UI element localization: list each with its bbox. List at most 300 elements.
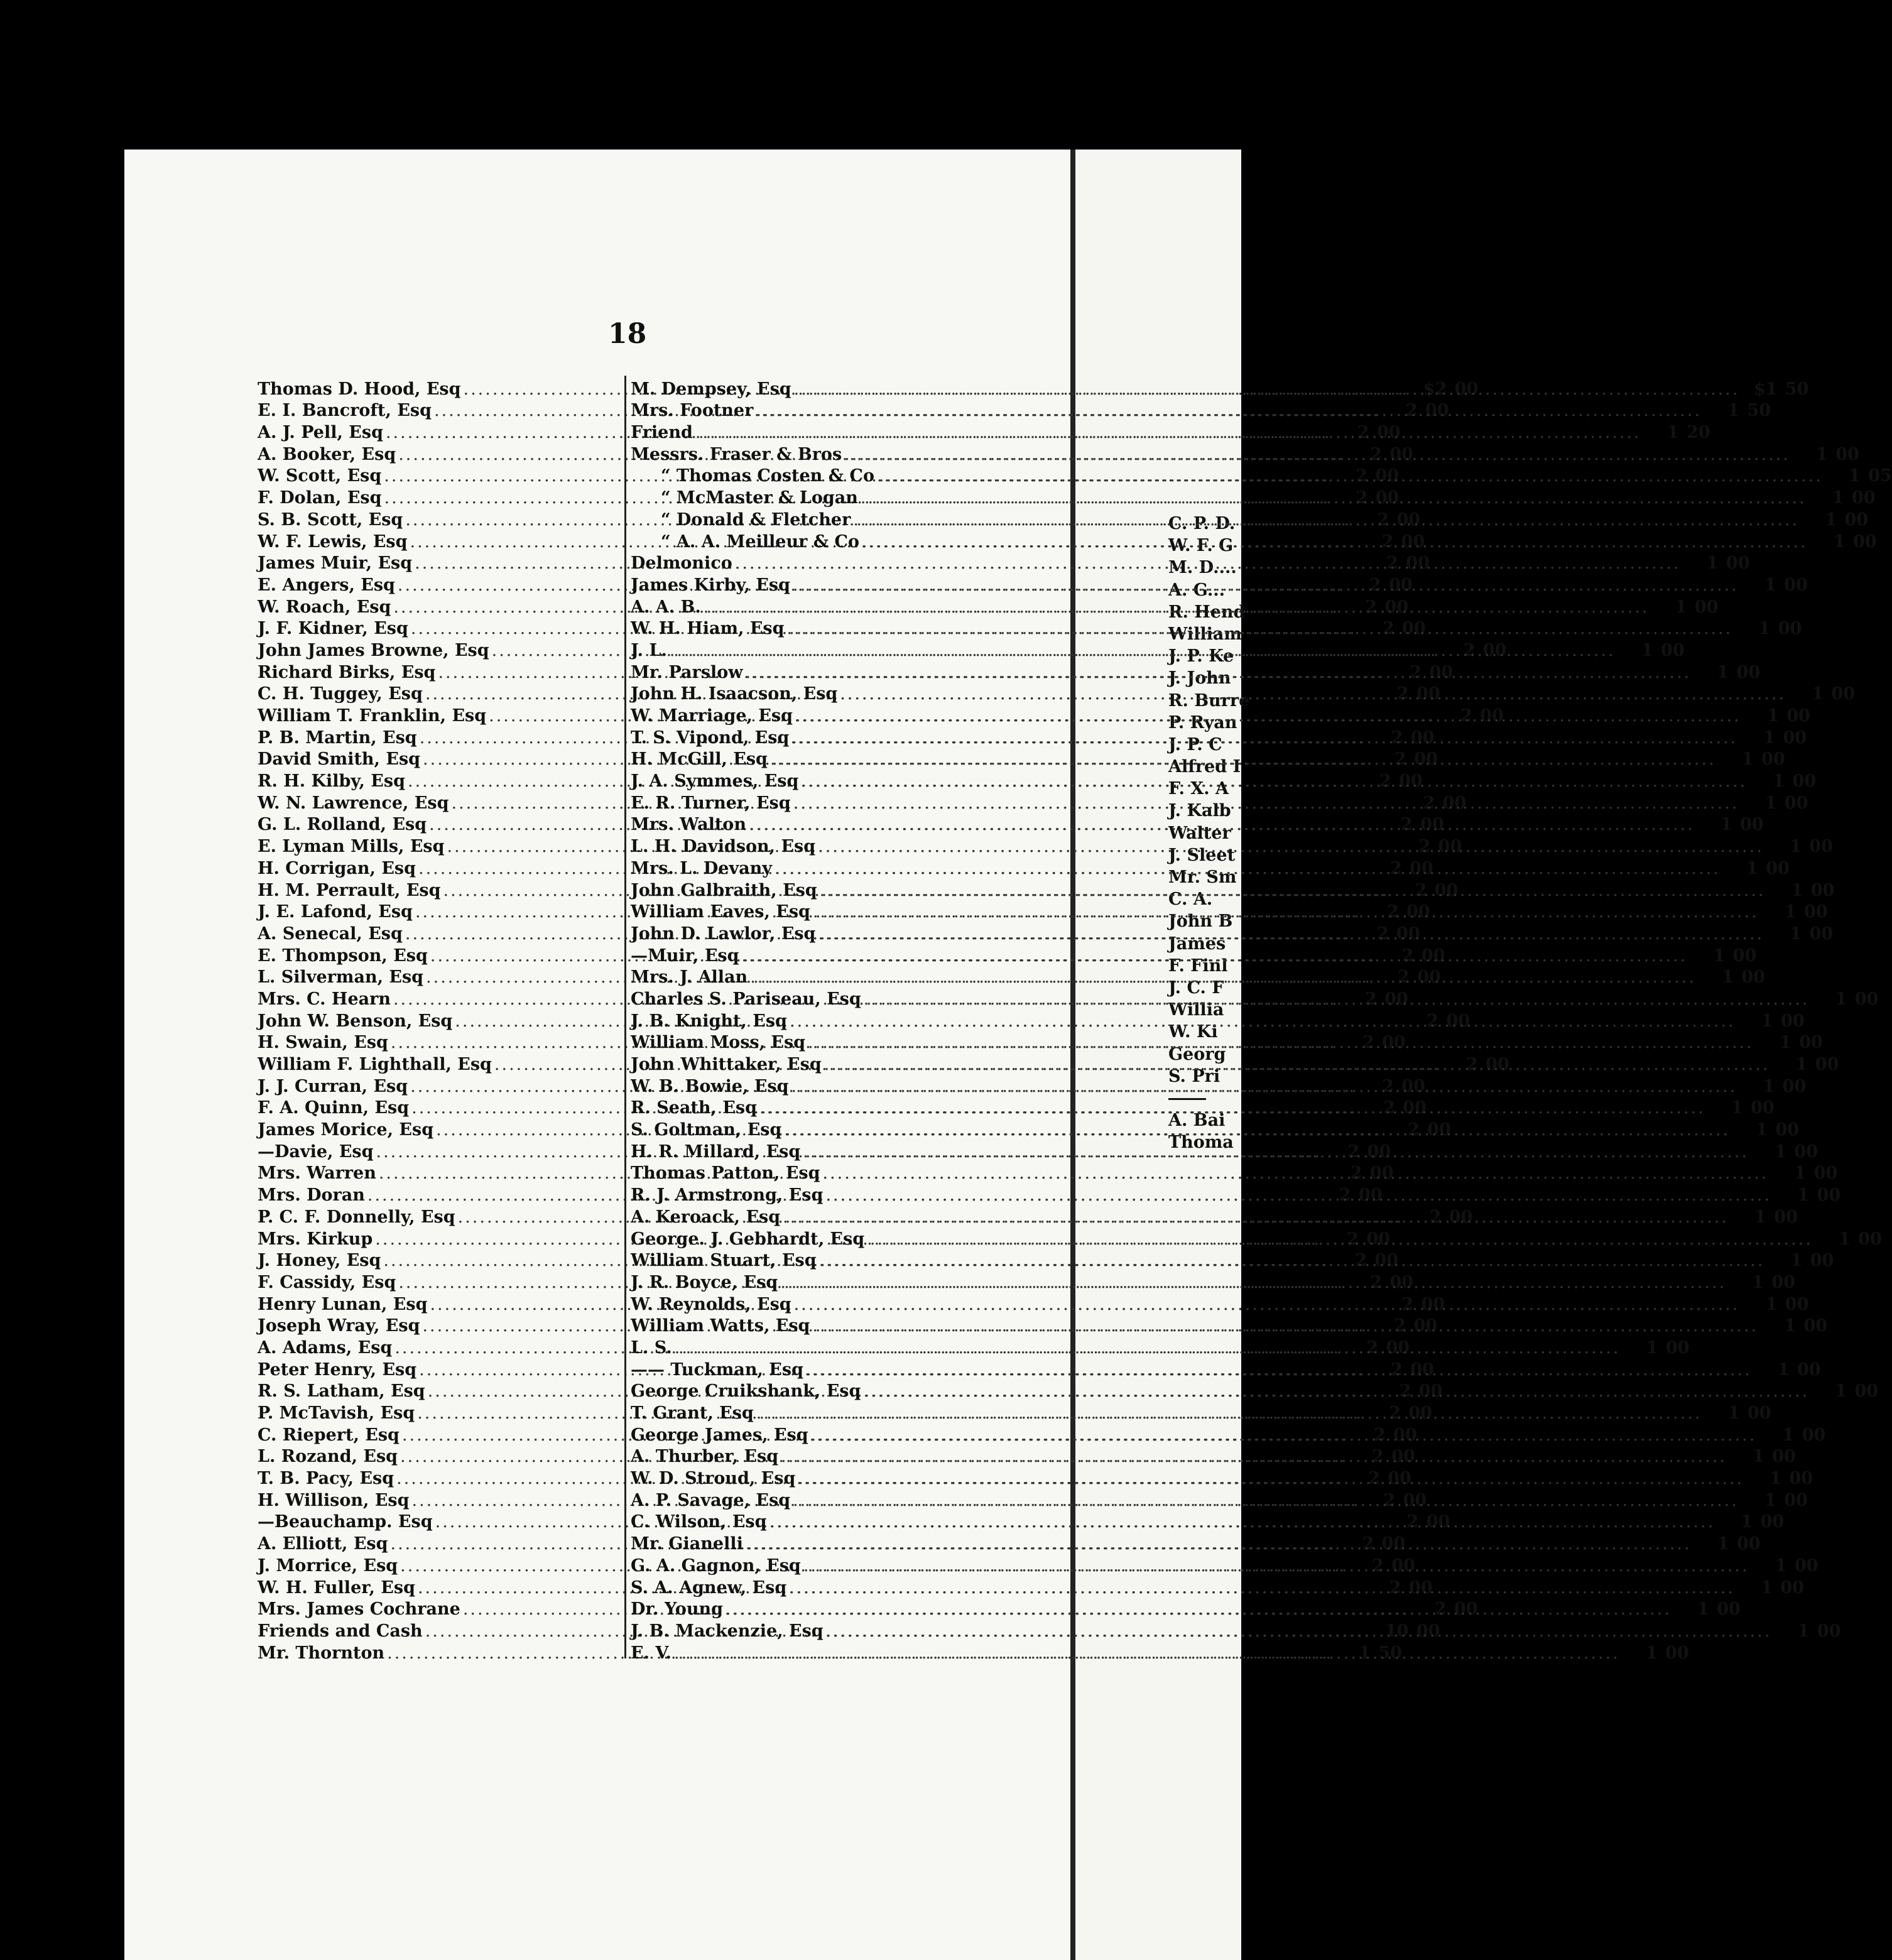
amount-dollars: 2 xyxy=(1357,423,1369,443)
amount-dollars: 1 xyxy=(1727,401,1740,421)
next-page-fragment: John B xyxy=(1168,912,1233,932)
leader-dots xyxy=(780,1273,1726,1292)
amount-cents: 00 xyxy=(1410,858,1433,878)
amount-cents: 00 xyxy=(1782,1076,1807,1096)
leader-dots xyxy=(794,1295,1740,1314)
amount-dollars: 1 xyxy=(1756,1120,1768,1140)
amount-cents: 00 xyxy=(1810,880,1835,900)
amount-cents: 00 xyxy=(1747,1403,1771,1423)
amount-dollars: 2 xyxy=(1401,1294,1414,1314)
amount-dollars: 1 xyxy=(1697,1599,1709,1620)
subscriber-row xyxy=(631,1270,1796,1292)
amount-dollars: 2 xyxy=(1376,923,1389,944)
amount-dollars: 1 xyxy=(1766,706,1779,726)
amount-cents: 00 xyxy=(1421,1294,1445,1314)
amount-dollars: 2 xyxy=(1371,1447,1384,1467)
next-page-fragment: R. Burre xyxy=(1168,690,1250,710)
subscriber-row xyxy=(631,1488,1808,1510)
subscriber-name: Mr. Thornton xyxy=(258,1643,385,1663)
amount-dollars: 2 xyxy=(1356,488,1368,508)
amount-cents: 00 xyxy=(1760,1512,1785,1532)
amount-cents: 00 xyxy=(1802,1425,1826,1445)
amount-cents: 00 xyxy=(1751,1098,1775,1118)
amount-dollars: 1 xyxy=(1675,597,1687,617)
amount-dollars: 1 xyxy=(1833,531,1846,552)
leader-dots xyxy=(791,1077,1737,1096)
subscriber-name: —Davie, Esq xyxy=(258,1141,374,1162)
subscriber-name: Mrs. Walton xyxy=(631,815,746,835)
leader-dots xyxy=(735,553,1681,573)
amount-cents: 00 xyxy=(1854,989,1879,1009)
amount-dollars: 2 xyxy=(1347,1141,1360,1162)
amount-cents: 00 xyxy=(1446,1011,1471,1031)
leader-dots xyxy=(863,1381,1809,1401)
leader-dots xyxy=(798,1469,1744,1488)
subscriber-name: William Stuart, Esq xyxy=(631,1251,817,1271)
amount-dollars: 2 xyxy=(1370,444,1382,464)
subscriber-name: George. J. Gebhardt, Esq xyxy=(631,1229,865,1249)
amount-dollars: 1 xyxy=(1359,1643,1371,1663)
subscriber-name: E. R. Turner, Esq xyxy=(631,793,791,813)
amount-dollars: 1 xyxy=(1812,684,1824,704)
next-page-fragment: J. John xyxy=(1168,668,1231,689)
subscriber-row xyxy=(631,442,1859,464)
leader-dots xyxy=(793,1491,1739,1510)
leader-dots xyxy=(756,401,1702,420)
amount-dollars: 2 xyxy=(1339,1185,1351,1206)
amount-cents: 00 xyxy=(1406,902,1430,922)
subscriber-row xyxy=(631,1619,1841,1641)
subscriber-name: T. S. Vipond, Esq xyxy=(631,727,790,748)
amount-dollars: 2 xyxy=(1373,1425,1386,1445)
subscriber-name: —Muir, Esq xyxy=(631,945,739,966)
amount-dollars: 2 xyxy=(1434,1599,1447,1620)
subscriber-name: Friend xyxy=(631,423,693,443)
subscriber-name: A. Elliott, Esq xyxy=(258,1534,388,1554)
subscriber-name: H. R. Millard, Esq xyxy=(631,1141,801,1162)
amount-dollars: 2 xyxy=(1418,837,1431,857)
leader-dots xyxy=(853,510,1799,530)
amount-cents: 00 xyxy=(1399,771,1423,792)
amount-cents: 00 xyxy=(1661,640,1685,660)
amount-dollars: 2 xyxy=(1401,945,1414,966)
amount-dollars: 2 xyxy=(1415,880,1427,900)
amount-cents: 00 xyxy=(1386,1337,1410,1358)
amount-cents: 00 xyxy=(1771,1272,1796,1292)
amount-dollars: 2 xyxy=(1423,793,1435,813)
leader-dots xyxy=(826,1621,1772,1641)
subscriber-name: H. Swain, Esq xyxy=(258,1033,388,1053)
subscriber-name: W. Scott, Esq xyxy=(258,466,382,486)
subscriber-name: J. Morrice, Esq xyxy=(258,1555,398,1576)
amount-dollars: 2 xyxy=(1366,1337,1379,1358)
amount-dollars: 1 xyxy=(1835,1381,1847,1402)
amount-dollars: 2 xyxy=(1381,531,1394,552)
amount-dollars: 1 xyxy=(1832,488,1844,508)
amount-cents: 50 xyxy=(1747,401,1771,421)
amount-dollars: 1 xyxy=(1784,1316,1797,1336)
subscriber-name: R. J. Armstrong, Esq xyxy=(631,1185,824,1206)
amount-dollars: 1 xyxy=(1782,1425,1795,1445)
amount-cents: 00 xyxy=(1391,1555,1415,1576)
amount-cents: 00 xyxy=(1784,1490,1808,1510)
subscriber-row xyxy=(631,1336,1690,1358)
leader-dots xyxy=(756,1403,1702,1423)
subscriber-name: —Beauchamp. Esq xyxy=(258,1512,433,1532)
amount-dollars: 2 xyxy=(1370,1272,1383,1292)
amount-cents: 00 xyxy=(1817,1621,1841,1641)
amount-dollars: 2 xyxy=(1389,1403,1401,1423)
amount-cents: 00 xyxy=(1389,1272,1414,1292)
subscriber-name: W. N. Lawrence, Esq xyxy=(258,793,449,813)
subscriber-name: H. Willison, Esq xyxy=(258,1490,410,1510)
amount-cents: 50 xyxy=(1378,1643,1402,1663)
amount-cents: 00 xyxy=(1817,1185,1841,1206)
amount-cents: 00 xyxy=(1717,1599,1741,1620)
subscriber-row xyxy=(631,1380,1879,1402)
amount-dollars: 2 xyxy=(1394,1316,1406,1336)
subscriber-name: J. J. Curran, Esq xyxy=(258,1076,408,1096)
amount-dollars: 1 xyxy=(1761,1011,1773,1031)
amount-dollars: 1 xyxy=(1839,1229,1851,1249)
subscriber-name: A. Booker, Esq xyxy=(258,444,396,464)
subscriber-name: George Cruikshank, Esq xyxy=(631,1381,861,1402)
subscriber-name: Mrs. Footner xyxy=(631,401,754,421)
amount-cents: 00 xyxy=(1785,1294,1809,1314)
leader-dots xyxy=(789,1578,1735,1598)
amount-dollars: 2 xyxy=(1399,1381,1411,1402)
subscriber-name: S. B. Scott, Esq xyxy=(258,509,403,530)
leader-dots xyxy=(801,771,1747,791)
amount-dollars: 2 xyxy=(1355,1251,1367,1271)
next-page-fragment: J. P. Ke xyxy=(1168,646,1234,667)
leader-dots xyxy=(820,881,1766,900)
next-page-fragment: A. Bai xyxy=(1168,1111,1226,1131)
amount-dollars: 2 xyxy=(1383,1490,1396,1510)
leader-dots xyxy=(793,793,1739,813)
subscriber-name: E. V. xyxy=(631,1643,672,1663)
amount-dollars: 2 xyxy=(1377,509,1389,530)
subscriber-name: A. Senecal, Esq xyxy=(258,923,403,944)
amount-dollars: 1 xyxy=(1790,923,1802,944)
subscriber-name: J. E. Lafond, Esq xyxy=(258,902,413,922)
amount-cents: 00 xyxy=(1406,553,1430,574)
subscriber-name: Mrs. J. Allan xyxy=(631,967,748,988)
amount-dollars: 1 xyxy=(1713,945,1726,966)
subscriber-name: “ Donald & Fletcher xyxy=(661,509,851,530)
next-page-fragment: Walter xyxy=(1168,823,1231,843)
next-page-fragment: C. P. D. xyxy=(1168,514,1236,533)
amount-cents: 00 xyxy=(1726,553,1750,574)
amount-cents: 00 xyxy=(1396,923,1420,944)
subscriber-row xyxy=(631,1576,1804,1598)
amount-dollars: 1 xyxy=(1825,509,1837,530)
subscriber-row xyxy=(631,1554,1819,1576)
leader-dots xyxy=(759,1098,1705,1118)
subscriber-name: W. Marriage, Esq xyxy=(631,706,793,726)
amount-dollars: 2 xyxy=(1463,640,1476,660)
subscriber-row xyxy=(631,1162,1838,1184)
amount-dollars: 1 xyxy=(1794,1163,1807,1184)
amount-dollars: 1 xyxy=(1764,1490,1776,1510)
amount-dollars: 1 xyxy=(1722,967,1734,988)
amount-cents: 00 xyxy=(1401,531,1425,552)
subscriber-name: James Kirby, Esq xyxy=(631,575,791,595)
leader-dots xyxy=(840,684,1786,704)
subscriber-name: J. F. Kidner, Esq xyxy=(258,619,408,639)
amount-dollars: 1 xyxy=(1720,815,1732,835)
amount-cents: 00 xyxy=(1799,1033,1823,1053)
subscriber-name: E. Thompson, Esq xyxy=(258,945,428,966)
subscriber-name: W. D. Stroud, Esq xyxy=(631,1469,796,1489)
amount-cents: 00 xyxy=(1831,684,1856,704)
amount-dollars: $2 xyxy=(1423,379,1447,399)
subscriber-name: Mr. Gianelli xyxy=(631,1534,743,1554)
subscriber-name: George James, Esq xyxy=(631,1425,808,1445)
subscriber-name: Mrs. Doran xyxy=(258,1185,365,1206)
next-page-fragment: F. Finl xyxy=(1168,956,1228,976)
amount-cents: 00 xyxy=(1858,1229,1882,1249)
subscriber-name: R. Seath, Esq xyxy=(631,1098,757,1118)
subscriber-row xyxy=(631,1358,1821,1380)
leader-dots xyxy=(819,1251,1765,1270)
amount-dollars: 2 xyxy=(1347,1229,1359,1249)
amount-dollars: 2 xyxy=(1369,575,1381,595)
amount-dollars: 1 xyxy=(1758,619,1771,639)
subscriber-name: J. Honey, Esq xyxy=(258,1251,381,1271)
amount-dollars: 2 xyxy=(1379,771,1391,792)
subscriber-name: Mrs. Kirkup xyxy=(258,1229,373,1249)
subscriber-name: W. Reynolds, Esq xyxy=(631,1294,791,1314)
leader-dots xyxy=(781,1447,1727,1466)
subscriber-name: William T. Franklin, Esq xyxy=(258,706,487,726)
subscriber-name: John D. Lawlor, Esq xyxy=(631,923,816,944)
subscriber-name: L. H. Davidson, Esq xyxy=(631,837,816,857)
subscriber-name: P. C. F. Donnelly, Esq xyxy=(258,1207,455,1227)
subscriber-row xyxy=(631,1227,1882,1249)
amount-cents: 00 xyxy=(1809,837,1833,857)
column-divider xyxy=(624,376,626,1658)
subscriber-name: C. H. Tuggey, Esq xyxy=(258,684,423,704)
subscriber-name: W. F. Lewis, Esq xyxy=(258,531,408,552)
next-page-fragment: W. Ki xyxy=(1168,1022,1218,1042)
amount-dollars: 2 xyxy=(1386,902,1399,922)
amount-cents: 00 xyxy=(1417,967,1441,988)
leader-dots xyxy=(674,1643,1620,1663)
amount-dollars: 2 xyxy=(1364,989,1377,1009)
subscriber-row xyxy=(631,1205,1798,1227)
amount-cents: 00 xyxy=(1393,1425,1417,1445)
amount-cents: 00 xyxy=(1449,1207,1473,1227)
subscriber-row xyxy=(631,1532,1761,1554)
subscriber-name: P. B. Martin, Esq xyxy=(258,727,417,748)
leader-dots xyxy=(695,423,1641,442)
leader-dots xyxy=(808,1033,1754,1052)
amount-cents: 00 xyxy=(1482,640,1507,660)
amount-cents: 00 xyxy=(1775,1120,1800,1140)
subscriber-row xyxy=(631,1510,1785,1532)
subscriber-row xyxy=(631,1445,1796,1467)
amount-dollars: 2 xyxy=(1362,1033,1374,1053)
subscriber-name: “ A. A. Meilleur & Co xyxy=(661,531,859,552)
amount-dollars: 10 xyxy=(1384,1621,1409,1641)
amount-cents: 00 xyxy=(1781,1011,1805,1031)
leader-dots xyxy=(783,1207,1729,1227)
leader-dots xyxy=(791,728,1737,748)
leader-dots xyxy=(790,1011,1736,1031)
next-page-fragment: A. G... xyxy=(1168,580,1226,600)
amount-dollars: 1 xyxy=(1717,1534,1729,1554)
subscriber-name: H. McGill, Esq xyxy=(631,749,768,770)
subscriber-row xyxy=(631,1401,1771,1423)
amount-dollars: 2 xyxy=(1365,597,1378,617)
subscriber-name: A. P. Savage, Esq xyxy=(631,1490,791,1510)
amount-cents: 00 xyxy=(1389,444,1413,464)
leader-dots xyxy=(794,379,1740,399)
amount-dollars: 1 xyxy=(1764,575,1776,595)
amount-cents: 50 xyxy=(1785,379,1809,399)
subscriber-name: John W. Benson, Esq xyxy=(258,1011,453,1031)
leader-dots xyxy=(670,641,1616,660)
amount-dollars: 2 xyxy=(1391,727,1403,748)
next-page-fragment: William xyxy=(1168,624,1242,644)
amount-cents: 00 xyxy=(1422,945,1445,966)
amount-cents: 00 xyxy=(1809,923,1834,944)
amount-dollars: 1 xyxy=(1731,1098,1743,1118)
amount-cents: 00 xyxy=(1374,1251,1399,1271)
subscriber-name: H. Corrigan, Esq xyxy=(258,858,416,878)
subscriber-name: John Galbraith, Esq xyxy=(631,880,817,900)
subscriber-name: E. Angers, Esq xyxy=(258,575,395,595)
amount-dollars: 1 xyxy=(1761,1577,1773,1598)
next-page-fragment: P. Ryan xyxy=(1168,712,1237,732)
amount-dollars: 2 xyxy=(1406,1512,1419,1532)
leader-dots xyxy=(745,663,1691,682)
subscriber-name: E. Lyman Mills, Esq xyxy=(258,837,445,857)
amount-cents: 00 xyxy=(1797,1359,1821,1380)
amount-dollars: 2 xyxy=(1382,1076,1394,1096)
amount-dollars: 1 xyxy=(1797,1621,1810,1641)
amount-cents: 00 xyxy=(1774,1207,1798,1227)
subscriber-name: W. Roach, Esq xyxy=(258,597,391,617)
amount-cents: 00 xyxy=(1384,597,1409,617)
amount-cents: 00 xyxy=(1784,575,1808,595)
amount-cents: 00 xyxy=(1413,1316,1438,1336)
next-page-fragment: J. C. F xyxy=(1168,977,1224,998)
amount-dollars: 1 xyxy=(1727,1403,1740,1423)
amount-dollars: 2 xyxy=(1405,401,1418,421)
amount-dollars: 1 xyxy=(1797,1185,1810,1206)
subscriber-name: “ McMaster & Logan xyxy=(661,488,858,508)
subscriber-name: F. Dolan, Esq xyxy=(258,488,382,508)
amount-cents: 00 xyxy=(1736,662,1761,682)
subscriber-name: James Muir, Esq xyxy=(258,553,413,574)
leader-dots xyxy=(787,619,1733,638)
amount-cents: 00 xyxy=(1414,749,1438,770)
amount-dollars: 2 xyxy=(1386,553,1398,574)
subscriber-name: William Eaves, Esq xyxy=(631,902,810,922)
amount-cents: 00 xyxy=(1359,1185,1383,1206)
amount-dollars: 2 xyxy=(1401,815,1413,835)
subscriber-row xyxy=(631,1292,1809,1314)
amount-dollars: 1 xyxy=(1754,1207,1766,1227)
amount-dollars: 1 xyxy=(1773,771,1785,792)
subscriber-name: David Smith, Esq xyxy=(258,749,421,770)
subscriber-name: William Moss, Esq xyxy=(631,1033,806,1053)
subscriber-name: Mrs. L. Devany xyxy=(631,858,772,878)
amount-dollars: 1 xyxy=(1790,1251,1803,1271)
amount-dollars: 1 xyxy=(1666,423,1679,443)
subscriber-name: Mrs. James Cochrane xyxy=(258,1599,460,1620)
amount-dollars: 2 xyxy=(1410,662,1422,682)
amount-cents: 00 xyxy=(1815,1055,1839,1074)
leader-dots xyxy=(803,1142,1749,1162)
leader-dots xyxy=(775,859,1721,878)
amount-cents: 00 xyxy=(1813,1163,1838,1184)
amount-cents: 00 xyxy=(1389,575,1413,595)
amount-dollars: 1 xyxy=(1741,749,1754,770)
amount-cents: 00 xyxy=(1427,1120,1451,1140)
page-number: 18 xyxy=(608,318,647,350)
amount-cents: 00 xyxy=(1794,1555,1819,1576)
amount-cents: 00 xyxy=(1384,989,1408,1009)
next-page-fragment: J. P. C xyxy=(1168,734,1222,754)
subscriber-name: W. H. Hiam, Esq xyxy=(631,619,785,639)
subscriber-name: John Whittaker, Esq xyxy=(631,1055,822,1074)
leader-dots xyxy=(877,466,1823,486)
amount-dollars: 1 xyxy=(1784,902,1797,922)
amount-cents: 00 xyxy=(1784,793,1808,813)
next-page-fragment: Mr. Sm xyxy=(1168,868,1237,887)
amount-cents: 00 xyxy=(1388,1469,1411,1489)
subscriber-name: H. M. Perrault, Esq xyxy=(258,880,441,900)
leader-dots xyxy=(704,597,1650,617)
amount-dollars: 2 xyxy=(1397,967,1410,988)
amount-cents: 00 xyxy=(1804,902,1828,922)
next-page-fragment: F. X. A xyxy=(1168,779,1229,799)
amount-cents: 00 xyxy=(1401,1076,1425,1096)
amount-dollars: 2 xyxy=(1394,749,1406,770)
subscriber-name: —— Tuckman, Esq xyxy=(631,1359,803,1380)
amount-cents: 00 xyxy=(1367,1141,1391,1162)
subscriber-name: John H. Isaacson, Esq xyxy=(631,684,838,704)
subscriber-name: A. Keroack, Esq xyxy=(631,1207,781,1227)
amount-dollars: 2 xyxy=(1427,1011,1439,1031)
subscriber-name: Joseph Wray, Esq xyxy=(258,1316,420,1336)
amount-dollars: 1 xyxy=(1780,1033,1791,1053)
amount-dollars: 1 xyxy=(1816,444,1828,464)
amount-dollars: 1 xyxy=(1777,1359,1790,1380)
amount-cents: 00 xyxy=(1409,1577,1433,1598)
leader-dots xyxy=(795,706,1741,726)
amount-dollars: 1 xyxy=(1791,880,1803,900)
amount-dollars: 1 xyxy=(1741,1512,1753,1532)
subscriber-name: Thomas D. Hood, Esq xyxy=(258,379,461,399)
amount-cents: 00 xyxy=(1665,1643,1689,1663)
leader-dots xyxy=(818,837,1764,856)
subscriber-name: A. Thurber, Esq xyxy=(631,1447,779,1467)
amount-dollars: 2 xyxy=(1356,466,1368,486)
leader-dots xyxy=(867,1229,1813,1249)
leader-dots xyxy=(844,445,1790,464)
subscriber-name: Peter Henry, Esq xyxy=(258,1359,417,1380)
subscriber-name: R. S. Latham, Esq xyxy=(258,1381,425,1402)
amount-cents: 00 xyxy=(1410,1359,1434,1380)
amount-dollars: 2 xyxy=(1350,1163,1362,1184)
amount-dollars: 2 xyxy=(1429,1207,1442,1227)
amount-cents: 00 xyxy=(1408,1403,1432,1423)
amount-dollars: 2 xyxy=(1396,684,1409,704)
